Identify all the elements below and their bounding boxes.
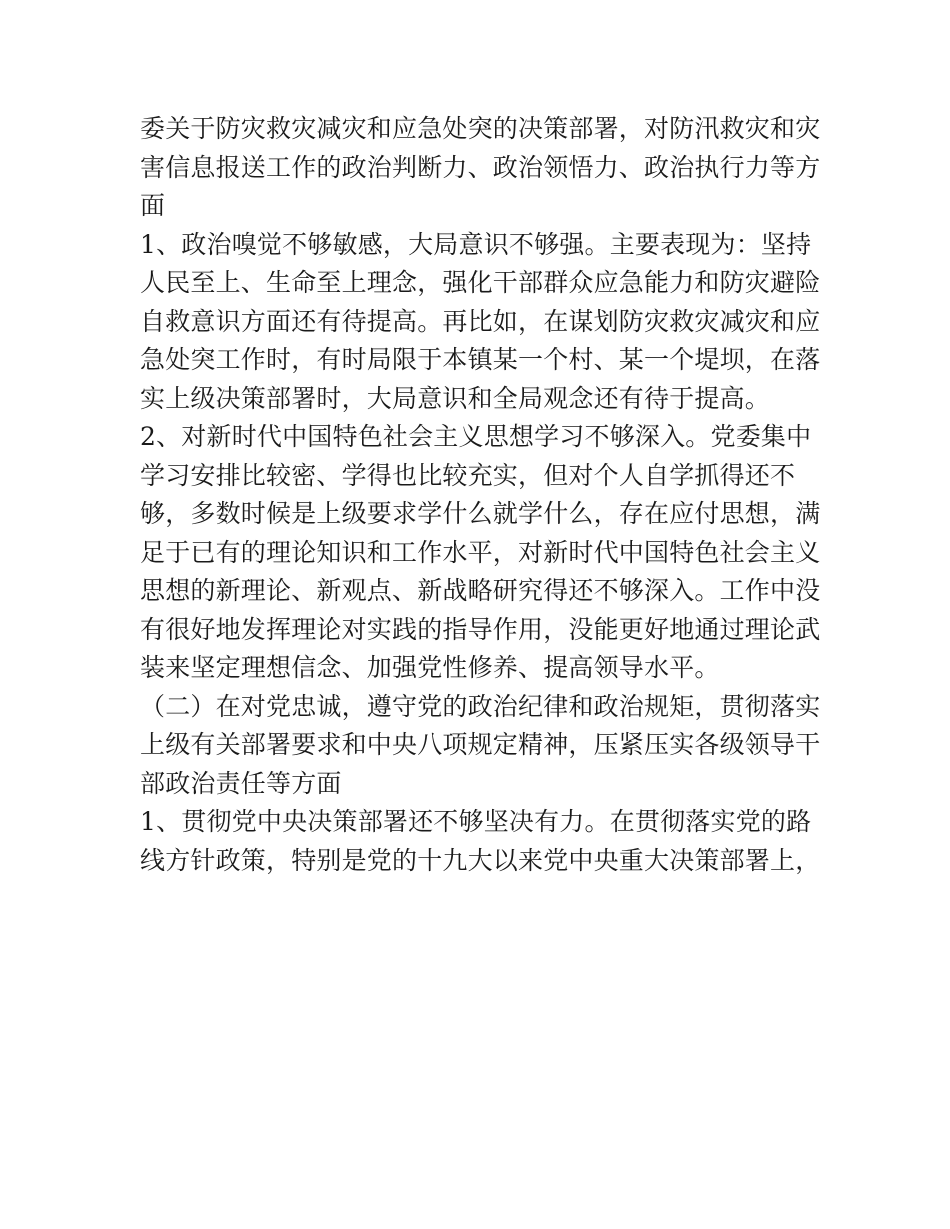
section-heading-line: 上级有关部署要求和中央八项规定精神，压紧压实各级领导干 <box>140 730 821 759</box>
document-body <box>140 110 820 880</box>
text-line: 2、对新时代中国特色社会主义思想学习不够深入。党委集中 <box>140 422 812 451</box>
section-heading-line: 部政治责任等方面 <box>140 768 342 798</box>
text-line: 够，多数时候是上级要求学什么就学什么，存在应付思想，满 <box>140 499 821 528</box>
text-line: 委关于防灾救灾减灾和应急处突的决策部署，对防汛救灾和灾 <box>140 114 821 143</box>
text-line: 急处突工作时，有时局限于本镇某一个村、某一个堤坝，在落 <box>140 345 821 374</box>
text-line: 1、贯彻党中央决策部署还不够坚决有力。在贯彻落实党的路 <box>140 807 812 836</box>
section-heading-line: （二）在对党忠诚，遵守党的政治纪律和政治规矩，贯彻落实 <box>140 691 821 721</box>
text-line: 害信息报送工作的政治判断力、政治领悟力、政治执行力等方 <box>140 152 821 182</box>
text-line: 1、政治嗅觉不够敏感，大局意识不够强。主要表现为：坚持 <box>140 229 812 259</box>
text-line: 装来坚定理想信念、加强党性修养、提高领导水平。 <box>140 653 720 682</box>
text-line: 足于已有的理论知识和工作水平，对新时代中国特色社会主义 <box>140 537 821 567</box>
text-line: 自救意识方面还有待提高。再比如，在谋划防灾救灾减灾和应 <box>140 306 821 336</box>
text-line: 实上级决策部署时，大局意识和全局观念还有待于提高。 <box>140 383 771 413</box>
text-line: 线方针政策，特别是党的十九大以来党中央重大决策部署上， <box>140 845 821 875</box>
text-line: 有很好地发挥理论对实践的指导作用，没能更好地通过理论武 <box>140 614 821 644</box>
text-line: 面 <box>140 191 166 220</box>
text-line: 思想的新理论、新观点、新战略研究得还不够深入。工作中没 <box>140 576 821 605</box>
text-line: 学习安排比较密、学得也比较充实，但对个人自学抓得还不 <box>140 460 796 490</box>
text-line: 人民至上、生命至上理念，强化干部群众应急能力和防灾避险 <box>140 268 821 297</box>
